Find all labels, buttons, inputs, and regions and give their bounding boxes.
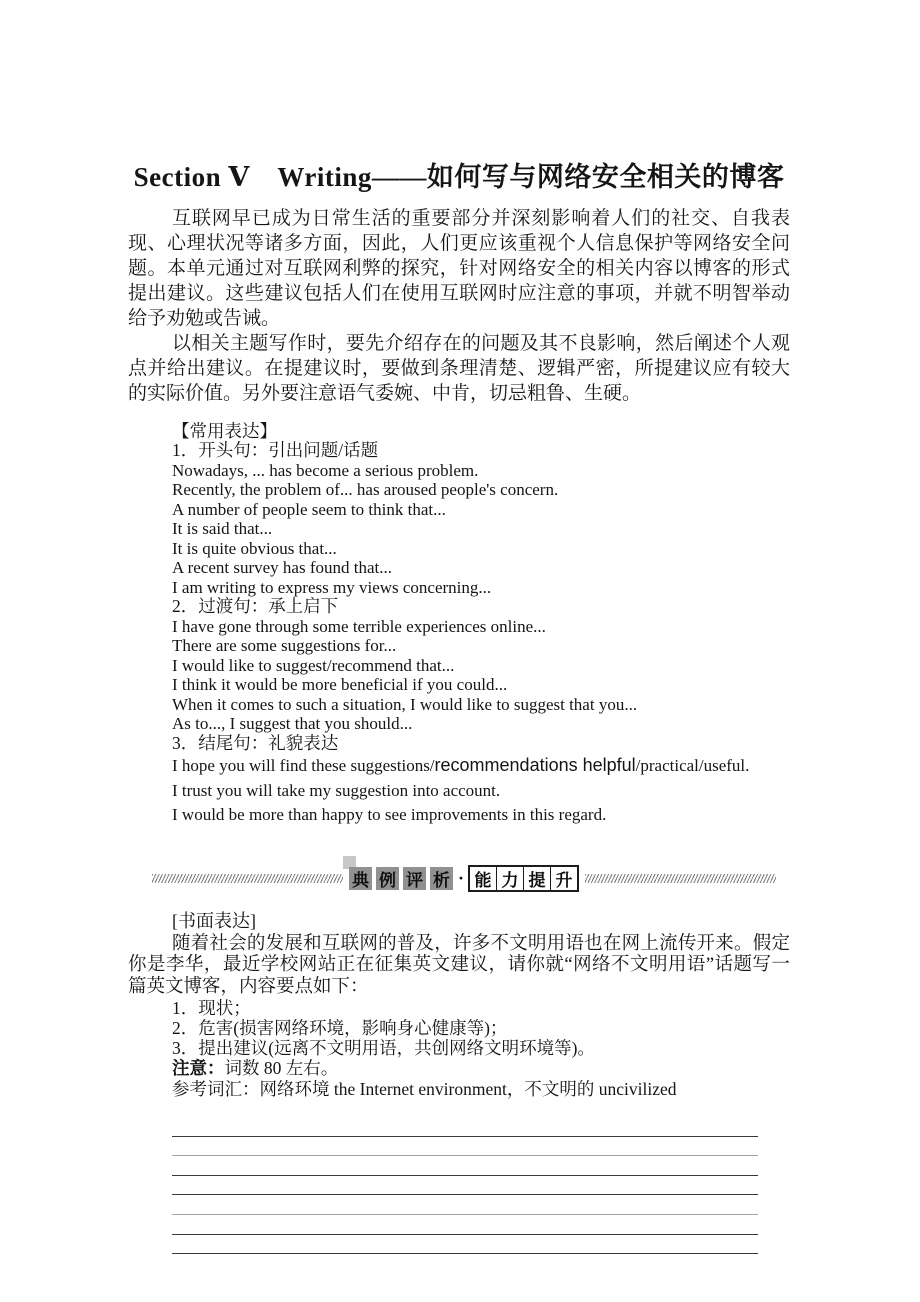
expression-sentence: When it comes to such a situation, I would like to suggest that you...: [172, 694, 638, 714]
expression-group-label-2: 2．过渡句：承上启下: [172, 596, 339, 616]
writing-line: [172, 1137, 758, 1157]
writing-task-section: [128, 910, 790, 1100]
expression-sentence: I think it would be more beneficial if you could...: [172, 675, 508, 694]
banner-char: 析: [430, 867, 453, 890]
banner-dot-separator: ·: [458, 868, 465, 888]
writing-line: [172, 1235, 758, 1255]
intro-section: [128, 206, 790, 406]
closing-sentence-serif-part: I hope you will find these suggestions/: [172, 756, 435, 775]
expression-sentence: I am writing to express my views concerning...: [172, 577, 492, 597]
expression-sentence: Nowadays, ... has become a serious problem.: [172, 460, 479, 480]
banner-char: 例: [376, 867, 399, 890]
expression-group-label-1: 1．开头句：引出问题/话题: [172, 440, 379, 460]
writing-line: [172, 1156, 758, 1176]
writing-line: [172, 1215, 758, 1235]
vocab-text: 网络环境 the Internet environment，不文明的 uncivilized: [259, 1078, 677, 1099]
closing-sentence-mixed-font: [172, 753, 790, 779]
task-point-2: 2．危害(损害网络环境，影响身心健康等)；: [172, 1018, 508, 1038]
task-point-3: 3．提出建议(远离不文明用语，共创网络文明环境等)。: [172, 1038, 595, 1058]
task-note-line: [172, 1058, 790, 1079]
expression-sentence: A recent survey has found that...: [172, 558, 392, 577]
banner-char: 提: [523, 867, 550, 890]
answer-writing-area: [172, 1117, 758, 1254]
expression-sentence: I would like to suggest/recommend that...: [172, 655, 455, 675]
closing-sentence-sans-part: recommendations helpful: [434, 755, 636, 775]
expression-sentence: There are some suggestions for...: [172, 636, 397, 655]
closing-sentence-serif-part: /practical/useful.: [635, 756, 750, 775]
banner-char: 力: [496, 867, 523, 890]
banner-outlined-box: [468, 865, 579, 892]
expression-sentence: As to..., I suggest that you should...: [172, 714, 413, 733]
writing-line: [172, 1195, 758, 1215]
intro-paragraph-1: 互联网早已成为日常生活的重要部分并深刻影响着人们的社交、自我表现、心理状况等诸多方面，因此，人们更应该重视个人信息保护等网络安全问题。本单元通过对互联网利弊的探究，针对网络安全的相关内容以博客的形式提出建议。这些建议包括人们在使用互联网时应注意的事项，并就不明智举动给予劝勉或告诫。: [128, 208, 790, 329]
banner-char: 升: [550, 867, 577, 890]
closing-sentence: I would be more than happy to see improvements in this regard.: [172, 805, 607, 824]
task-point-1: 1．现状；: [172, 998, 251, 1018]
common-expressions-section: [128, 421, 790, 828]
expression-sentence: It is quite obvious that...: [172, 538, 337, 558]
banner-char: 评: [403, 867, 426, 890]
task-intro-paragraph: 随着社会的发展和互联网的普及，许多不文明用语也在网上流传开来。假定你是李华，最近学校网站正在征集英文建议，请你就“网络不文明用语”话题写一篇英文博客，内容要点如下：: [128, 933, 790, 997]
section-divider-banner: [152, 864, 776, 894]
writing-line: [172, 1117, 758, 1137]
banner-hatch-left: [152, 874, 343, 883]
expression-sentence: Recently, the problem of... has aroused people's concern.: [172, 480, 559, 499]
note-label: 注意：: [172, 1058, 225, 1078]
intro-paragraph-2: 以相关主题写作时，要先介绍存在的问题及其不良影响，然后阐述个人观点并给出建议。在提建议时，要做到条理清楚、逻辑严密，所提建议应有较大的实际价值。另外要注意语气委婉、中肯，切忌粗鲁、生硬。: [128, 333, 790, 404]
note-text: 词数 80 左右。: [224, 1058, 339, 1078]
banner-title: [343, 865, 585, 892]
expression-sentence: I have gone through some terrible experiences online...: [172, 616, 546, 636]
page-title: Section Ⅴ Writing——如何写与网络安全相关的博客: [133, 162, 785, 192]
banner-char: 典: [349, 867, 372, 890]
expression-sentence: It is said that...: [172, 519, 273, 538]
expression-group-label-3: 3．结尾句：礼貌表达: [172, 732, 339, 753]
banner-hatch-right: [585, 874, 776, 883]
closing-sentence: I trust you will take my suggestion into account.: [172, 780, 501, 800]
task-vocab-line: [172, 1079, 790, 1100]
writing-line: [172, 1176, 758, 1196]
banner-char: 能: [474, 871, 492, 890]
task-heading: [书面表达]: [172, 910, 256, 931]
expression-sentence: A number of people seem to think that...: [172, 499, 446, 519]
vocab-label: 参考词汇：: [172, 1078, 260, 1099]
expressions-heading: 【常用表达】: [172, 421, 277, 441]
